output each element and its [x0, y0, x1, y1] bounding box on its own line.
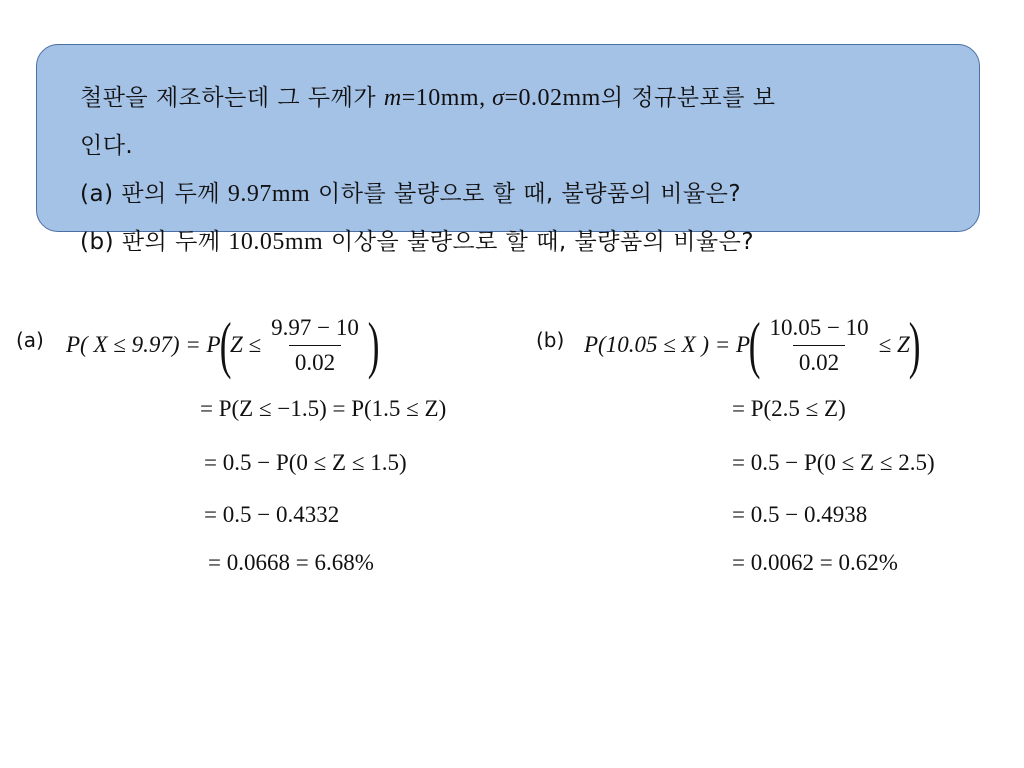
question-a-suffix: 이하를 불량으로 할 때, 불량품의 비율은?: [310, 181, 742, 207]
solution-b-line-5: = 0.0062 = 0.62%: [732, 550, 898, 575]
sigma-value: =0.02mm: [504, 85, 601, 111]
mean-symbol: m: [383, 85, 402, 111]
solution-b-denominator: 0.02: [793, 345, 845, 376]
solution-a-line-4: = 0.5 − 0.4332: [204, 502, 340, 527]
solution-b-fraction: [763, 315, 874, 376]
question-a: [80, 170, 960, 218]
solution-a-z: Z ≤: [229, 332, 262, 357]
mean-value: =10mm,: [401, 85, 493, 111]
solution-b-lhs: P(10.05 ≤ X ) = P: [584, 332, 751, 357]
solution-a-numerator: 9.97 − 10: [271, 314, 359, 340]
solution-a-line-2: = P(Z ≤ −1.5) = P(1.5 ≤ Z): [200, 396, 447, 421]
solution-a-line-3: = 0.5 − P(0 ≤ Z ≤ 1.5): [204, 450, 407, 475]
solution-a-lhs: P( X ≤ 9.97) = P: [66, 332, 221, 357]
solution-a-label: (a): [16, 328, 44, 352]
question-b-suffix: 이상을 불량으로 할 때, 불량품의 비율은?: [323, 229, 755, 255]
problem-text-c: 인다.: [80, 133, 134, 159]
solution-a-line-1: [66, 310, 378, 380]
problem-text-b: 의 정규분포를 보: [600, 85, 776, 111]
question-b-prefix: (b) 판의 두께: [80, 229, 229, 255]
problem-text-a: 철판을 제조하는데 그 두께가: [80, 85, 384, 111]
sigma-symbol: σ: [492, 85, 505, 111]
problem-line-1: [80, 74, 960, 122]
solution-b-z: ≤ Z: [878, 332, 910, 357]
right-paren: ): [908, 309, 921, 380]
solution-b-line-1: [584, 310, 919, 380]
question-a-value: 9.97mm: [227, 181, 311, 207]
solution-a-denominator: 0.02: [289, 345, 341, 376]
solution-b-numerator: 10.05 − 10: [769, 314, 869, 340]
problem-line-2: [80, 122, 960, 170]
solution-a-fraction: [265, 315, 365, 376]
solution-b-label: (b): [536, 328, 565, 352]
solution-b-line-2: = P(2.5 ≤ Z): [732, 396, 846, 421]
question-b: [80, 218, 960, 266]
question-a-prefix: (a) 판의 두께: [80, 181, 228, 207]
solution-a-line-5: = 0.0668 = 6.68%: [208, 550, 374, 575]
right-paren: ): [367, 309, 380, 380]
question-b-value: 10.05mm: [228, 229, 324, 255]
problem-statement: [80, 74, 960, 266]
left-paren: (: [748, 309, 761, 380]
solution-b-line-3: = 0.5 − P(0 ≤ Z ≤ 2.5): [732, 450, 935, 475]
left-paren: (: [219, 309, 232, 380]
solution-b-line-4: = 0.5 − 0.4938: [732, 502, 868, 527]
